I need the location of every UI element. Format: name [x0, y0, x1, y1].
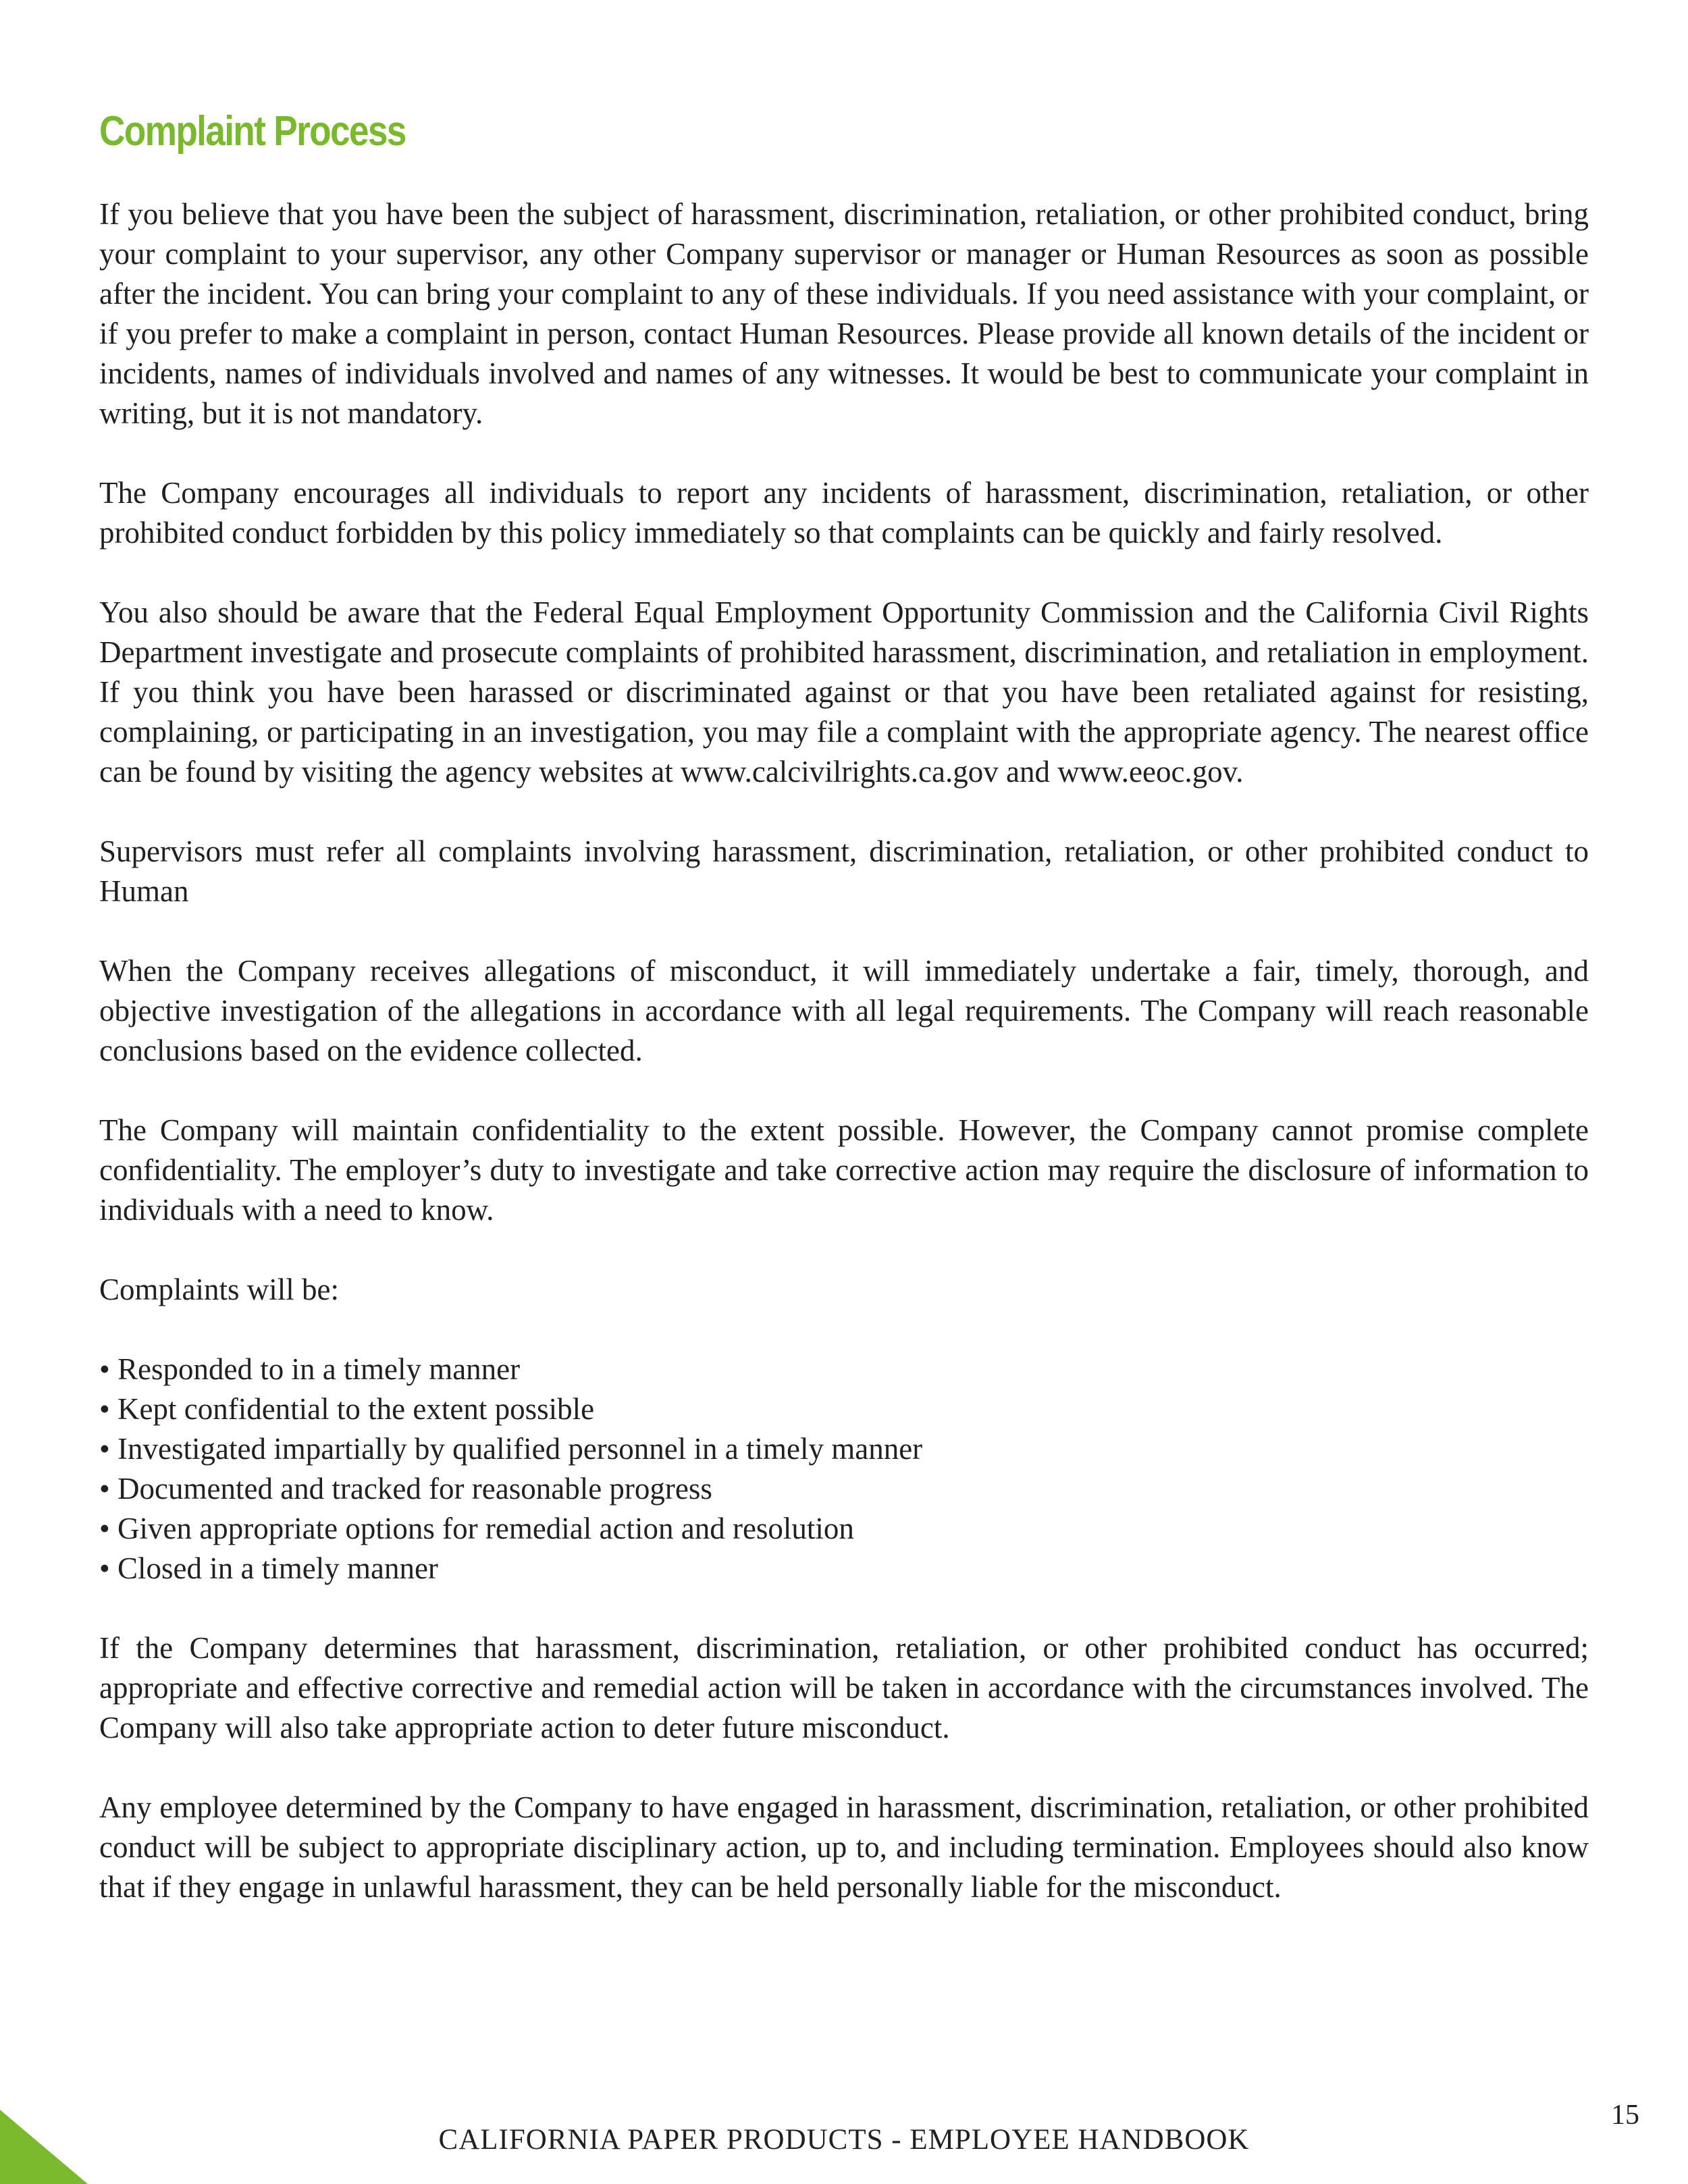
paragraph-corrective-action: If the Company determines that harassment, discrimination, retaliation, or other prohibited conduct has occurred; appropriate and effective corrective and remedial action will be taken in accordance with the circumstances involved. The Company will also take appropriate action to deter future misconduct.	[99, 1631, 1589, 1744]
list-item: • Documented and tracked for reasonable progress	[99, 1469, 1589, 1509]
list-item: • Given appropriate options for remedial action and resolution	[99, 1509, 1589, 1549]
paragraph-disciplinary-action: Any employee determined by the Company to have engaged in harassment, discrimination, retaliation, or other prohibited conduct will be subject to appropriate disciplinary action, up to, and including termination. Employees should also know that if they engage in unlawful harassment, they can be held personally liable for the misconduct.	[99, 1790, 1589, 1904]
list-item: • Investigated impartially by qualified personnel in a timely manner	[99, 1429, 1589, 1469]
paragraph-confidentiality: The Company will maintain confidentiality to the extent possible. However, the Company cannot promise complete confidentiality. The employer’s duty to investigate and take corrective action may require the disclosure of information to individuals with a need to know.	[99, 1113, 1589, 1227]
page-content	[99, 101, 1589, 1947]
section-heading: Complaint Process	[99, 108, 406, 155]
paragraph-complaints-intro: Complaints will be:	[99, 1273, 339, 1306]
corner-triangle-decoration	[0, 2110, 88, 2184]
paragraph-investigation: When the Company receives allegations of misconduct, it will immediately undertake a fair, timely, thorough, and objective investigation of the allegations in accordance with all legal requirements. The Company will reach reasonable conclusions based on the evidence collected.	[99, 954, 1589, 1067]
complaints-list	[99, 1350, 1589, 1589]
paragraph-external-agencies: You also should be aware that the Federal Equal Employment Opportunity Commission and the California Civil Rights Department investigate and prosecute complaints of prohibited harassment, discrimination, and retaliation in employment. If you think you have been harassed or discriminated against or that you have been retaliated against for resisting, complaining, or participating in an investigation, you may file a complaint with the appropriate agency. The nearest office can be found by visiting the agency websites at www.calcivilrights.ca.gov and www.eeoc.gov.	[99, 595, 1589, 789]
list-item: • Closed in a timely manner	[99, 1549, 1589, 1589]
paragraph-supervisors-refer: Supervisors must refer all complaints involving harassment, discrimination, retaliation, or other prohibited conduct to Human	[99, 834, 1589, 908]
list-item: • Responded to in a timely manner	[99, 1350, 1589, 1389]
paragraph-encourage-reporting: The Company encourages all individuals to report any incidents of harassment, discrimination, retaliation, or other prohibited conduct forbidden by this policy immediately so that complaints can be quickly and fairly resolved.	[99, 476, 1589, 550]
page-footer: CALIFORNIA PAPER PRODUCTS - EMPLOYEE HANDBOOK	[438, 2124, 1250, 2156]
paragraph-complaint-procedure: If you believe that you have been the subject of harassment, discrimination, retaliation, or other prohibited conduct, bring your complaint to your supervisor, any other Company supervisor or manager or Human Resources as soon as possible after the incident. You can bring your complaint to any of these individuals. If you need assistance with your complaint, or if you prefer to make a complaint in person, contact Human Resources. Please provide all known details of the incident or incidents, names of individuals involved and names of any witnesses. It would be best to communicate your complaint in writing, but it is not mandatory.	[99, 197, 1589, 430]
list-item: • Kept confidential to the extent possible	[99, 1389, 1589, 1429]
page-number: 15	[1611, 2100, 1639, 2131]
